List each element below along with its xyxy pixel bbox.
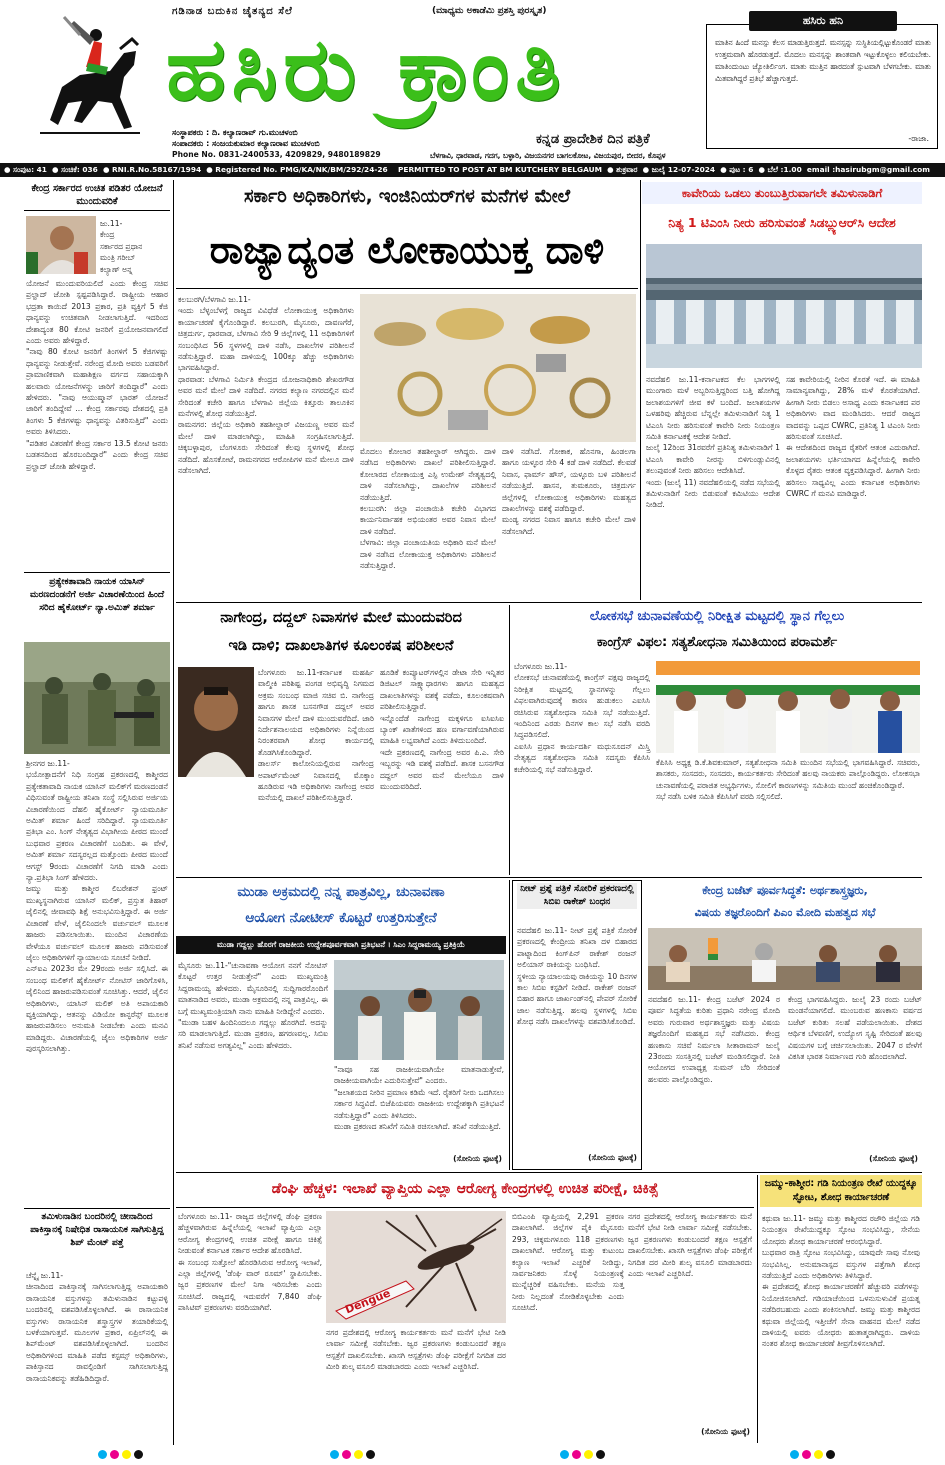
yellow-dot [584, 1450, 593, 1459]
kaveri-body-a: ನವದೆಹಲಿ ಜು.11-ಕರ್ನಾಟಕದ ಕೆಲ ಭಾಗಗಳಲ್ಲಿ ಮುಂಗಾರು ಮಳೆ ಅಬ್ಬರಿಸುತ್ತಿದ್ದರಿಂದ ಬತ್ತಿ ಹೋಗಿದ್ದ ಜಲಾಶಯಗಳಿಗೆ ಜೀವ ಕಳೆ ಬಂದಿದೆ. ಜಲಾಶಯಗಳ ಒಳಹರಿವು ಹೆಚ್ಚಿರುವ ಬೆನ್ನಲ್ಲೇ ತಮಿಳುನಾಡಿಗೆ ನಿತ್ಯ 1 ಟಿಎಂಸಿ ನೀರು ಹರಿಸುವಂತೆ ಕಾವೇರಿ ನೀರು ನಿಯಂತ್ರಣ ಸಮಿತಿ ಕರ್ನಾಟಕಕ್ಕೆ ಆದೇಶ ನೀಡಿದೆ. ಜುಲೈ 12ರಿಂದ 31ರವರೆಗೆ ಪ್ರತಿನಿತ್ಯ ತಮಿಳುನಾಡಿಗೆ 1 ಟಿಎಂಸಿ ಕಾವೇರಿ ನೀರನ್ನು ಬಿಳಿಗುಂಡ್ಲುವಿನಲ್ಲಿ ತಲುಪುವಂತೆ ನೀರು ಹರಿಸಲು ಆದೇಶಿಸಿದೆ. ಇಂದು (ಜುಲೈ 11) ನವದೆಹಲಿಯಲ್ಲಿ ನಡೆದ ಸಭೆಯಲ್ಲಿ ತಮಿಳುನಾಡಿಗೆ ನೀರು ಬಿಡುವಂತೆ ಕಮಿಟಿಯು ಆದೇಶ ನೀಡಿದೆ. [646, 375, 780, 510]
seized-jewellery-photo [360, 294, 636, 442]
left-column [24, 180, 170, 1442]
left-headline-2: ಪ್ರತ್ಯೇಕತಾವಾದಿ ನಾಯಕ ಯಾಸಿನ್ ಮರಣದಂಡನೆಗೆ ಅರ್ಜಿ ವಿಚಾರಣೆಯಿಂದ ಹಿಂದೆ ಸರಿದ ಹೈಕೋರ್ಟ್ ನ್ಯಾ.ಅಮಿತ್ ಶರ್ಮಾ [29, 577, 165, 613]
dengue-body-a: ಬೆಂಗಳೂರು ಜು.11- ರಾಜ್ಯದ ಜಿಲ್ಲೆಗಳಲ್ಲಿ ಡೆಂಘಿ ಪ್ರಕರಣ ಹೆಚ್ಚಳವಾಗಿರುವ ಹಿನ್ನೆಲೆಯಲ್ಲಿ ಇಲಾಖೆ ವ್ಯಾಪ್ತಿಯ ಎಲ್ಲಾ ಆರೋಗ್ಯ ಕೇಂದ್ರಗಳಲ್ಲಿ ಉಚಿತ ಪರೀಕ್ಷೆ ಹಾಗೂ ಚಿಕಿತ್ಸೆ ನೀಡುವಂತೆ ಕರ್ನಾಟಕ ಸರ್ಕಾರ ಆದೇಶ ಹೊರಡಿಸಿದೆ. ಈ ಸಂಬಂಧ ಸುತ್ತೋಲೆ ಹೊರಡಿಸಿರುವ ಆರೋಗ್ಯ ಇಲಾಖೆ, ಎಲ್ಲಾ ಜಿಲ್ಲೆಗಳಲ್ಲಿ 'ಡೆಂಘಿ ವಾರ್ ರೂಮ್' ಸ್ಥಾಪಿಸಬೇಕು. ಜ್ವರ ಪ್ರಕರಣಗಳ ಮೇಲೆ ನಿಗಾ ಇರಿಸಬೇಕು ಎಂದು ಸೂಚಿಸಿದೆ. ರಾಜ್ಯದಲ್ಲಿ ಇದುವರೆಗೆ 7,840 ಡೆಂಘಿ ಪಾಸಿಟಿವ್ ಪ್ರಕರಣಗಳು ವರದಿಯಾಗಿವೆ. [178, 1212, 322, 1313]
kaveri-kicker: ಕಾವೇರಿಯ ಒಡಲು ತುಂಬುತ್ತಿರುವಾಗಲೇ ತಮಿಳುನಾಡಿಗೆ [642, 182, 922, 204]
dengue-headline: ಡೆಂಘಿ ಹೆಚ್ಚಳ: ಇಲಾಖೆ ವ್ಯಾಪ್ತಿಯ ಎಲ್ಲಾ ಆರೋಗ್ಯ ಕೇಂದ್ರಗಳಲ್ಲಿ ಉಚಿತ ಪರೀಕ್ಷೆ, ಚಿಕಿತ್ಸೆ [271, 1181, 659, 1197]
dengue-body-c-2: ನಗರ ಪ್ರದೇಶದಲ್ಲಿ ಆರೋಗ್ಯ ಕಾರ್ಯಕರ್ತರು ಮನೆ ಮನೆಗೆ ಭೇಟಿ ನೀಡಿ ಲಾರ್ವಾ ಸಮೀಕ್ಷೆ ನಡೆಸಬೇಕು. ಜ್ವರ ಪ್ರಕರಣಗಳು ಕಂಡುಬಂದರೆ ತಕ್ಷಣ ಆಸ್ಪತ್ರೆಗೆ ದಾಖಲಿಸಬೇಕು. ಖಾಸಗಿ ಆಸ್ಪತ್ರೆಗಳು ಡೆಂಘಿ ಪರೀಕ್ಷೆಗೆ ನಿಗದಿತ ದರ ಮೀರಿ ಶುಲ್ಕ ವಸೂಲಿ ಮಾಡಬಾರದು ಎಂದು ಇಲಾಖೆ ಎಚ್ಚರಿಸಿದೆ. [628, 1212, 755, 1279]
award-note: (ಮಾಧ್ಯಮ ಅಕಾಡೆಮಿ ಪ್ರಶಸ್ತಿ ಪುರಸ್ಕೃತ) [432, 6, 547, 16]
rni-label: ● RNI.R.No.58167/1994 [102, 165, 202, 174]
quote-text: ಮಾತಿನ ಹಿಂದೆ ಮನಸ್ಸು ಕೆಲಸ ಮಾಡುತ್ತಿರುತ್ತದೆ. ಮನಸ್ಸನ್ನು ಸುಸ್ಥಿತಿಯಲ್ಲಿಟ್ಟುಕೊಂಡರೆ ಮಾತು ಉತ್ತಮವಾಗಿ ಹೊರಡುತ್ತದೆ. ಮೊದಲು ಮನಸ್ಸನ್ನು ಶಾಂತವಾಗಿ ಇಟ್ಟುಕೊಳ್ಳಲು ಕಲಿಯಬೇಕು. ಮಾತಿಂದುಂಟು ಜ್ಯೋತಿರ್ಲಿಂಗ. ಮಾತು ಮುತ್ತಿನ ಹಾರದಂತೆ ಸ್ಪುಟವಾಗಿ ಬೆಳಗಬೇಕು. ಮಾತು ಮಿತವಾಗಿದ್ದರೆ ಪ್ರತಿಭೆ ಹೆಚ್ಚಾಗುತ್ತದೆ. [715, 38, 931, 83]
pages-label: ● ಪುಟ : 6 [720, 165, 754, 174]
permit-label: PERMITTED TO POST AT BM KUTCHERY BELGAUM [397, 165, 602, 174]
kaveri-story [642, 180, 922, 600]
congress-headline-2: ಕಾಂಗ್ರೆಸ್ ವಿಫಲ: ಸತ್ಯಶೋಧನಾ ಸಮಿತಿಯಿಂದ ಪರಾಮರ್ಶೆ [596, 635, 838, 650]
masthead [0, 0, 945, 160]
yellow-dot [814, 1450, 823, 1459]
neet-credit: (ಸೋನಿಯ ಫುಟಕ್ಕೆ) [588, 1153, 637, 1162]
editor-line: ಸಂಪಾದಕರು : ಸಂಜಯಕುಮಾರ ಕಲ್ಯಾಣರಾವ ಮುಚಳಂಬಿ [172, 139, 320, 148]
left-body-1b: ಯೋಜನೆ ಮುಂದುವರಿಯಲಿದೆ ಎಂದು ಕೇಂದ್ರ ಸಚಿವ ಪ್ರಲ್ಹಾದ್ ಜೋಶಿ ಸ್ಪಷ್ಟಪಡಿಸಿದ್ದಾರೆ. ರಾಷ್ಟ್ರೀಯ ಆಹಾರ ಭದ್ರತಾ ಕಾಯಿದೆ 2013 ಪ್ರಕಾರ, ಪ್ರತಿ ವ್ಯಕ್ತಿಗೆ 5 ಕೆಜಿ ಧಾನ್ಯವನ್ನು ಉಚಿತವಾಗಿ ನೀಡಲಾಗುತ್ತಿದೆ. ಇದರಿಂದ ದೇಶಾದ್ಯಂತ 80 ಕೋಟಿ ಜನರಿಗೆ ಪ್ರಯೋಜನವಾಗಲಿದೆ ಎಂದು ಅವರು ಹೇಳಿದ್ದಾರೆ. "ನಾವು 80 ಕೋಟಿ ಜನರಿಗೆ ತಿಂಗಳಿಗೆ 5 ಕೆಜಿಗಳಷ್ಟು ಧಾನ್ಯವನ್ನು ನೀಡುತ್ತೇವೆ. ನರೇಂದ್ರ ಮೋದಿ ಅವರು ಬಡವರಿಗೆ ಪ್ರಾಮಾಣಿಕವಾಗಿ ಮಹಾಶಿಕ್ಷಣ ವರ್ಗದ ಸಹಾಯಕ್ಕಾಗಿ ಹಲವಾರು ಯೋಜನೆಗಳನ್ನು ಜಾರಿಗೆ ತಂದಿದ್ದಾರೆ" ಎಂದು ಹೇಳಿದರು. "ನಾವು ಆಯುಷ್ಮಾನ್ ಭಾರತ್ ಯೋಜನೆ ಜಾರಿಗೆ ತಂದಿದ್ದೇವೆ ... ಕೇಂದ್ರ ಸರ್ಕಾರವು ದೇಶದಲ್ಲಿ ಪ್ರತಿ ತಿಂಗಳು 5 ಕೆಜಿಗಳಷ್ಟು ಧಾನ್ಯವನ್ನು ವಿತರಿಸುತ್ತಿದೆ" ಎಂದು ಅವರು ತಿಳಿಸಿದರು. "ಪಡಿತರ ವಿತರಣೆಗೆ ಕೇಂದ್ರ ಸರ್ಕಾರ 13.5 ಕೋಟಿ ಜನರು ಬಡತನದಿಂದ ಹೊರಬಂದಿದ್ದಾರೆ" ಎಂದು ಕೇಂದ್ರ ಸಚಿವ ಪ್ರಲ್ಹಾದ್ ಜೋಶಿ ಹೇಳಿದ್ದಾರೆ. [26, 279, 168, 471]
yellow-dot [354, 1450, 363, 1459]
neet-body: ನವದೆಹಲಿ ಜು.11- ನೀಟ್ ಪ್ರಶ್ನೆ ಪತ್ರಿಕೆ ಸೋರಿಕೆ ಪ್ರಕರಣದಲ್ಲಿ ಕೇಂದ್ರೀಯ ತನಿಖಾ ದಳ ಬಿಹಾರದ ಪಾಟ್ನಾದಿಂದ ಕಿಂಗ್‌ಪಿನ್ ರಾಕೇಶ್ ರಂಜನ್ ಅಲಿಯಾಸ್ ರಾಕಿಯನ್ನು ಬಂಧಿಸಿದೆ. ಸ್ಥಳೀಯ ನ್ಯಾಯಾಲಯವು ರಾಕಿಯನ್ನು 10 ದಿನಗಳ ಕಾಲ ಸಿಬಿಐ ಕಸ್ಟಡಿಗೆ ನೀಡಿದೆ. ರಾಕೇಶ್ ರಂಜನ್ ಬಿಹಾರ ಹಾಗೂ ಜಾರ್ಖಂಡ್‌ನಲ್ಲಿ ಪೇಪರ್ ಸೋರಿಕೆ ಜಾಲ ನಡೆಸುತ್ತಿದ್ದ. ಹಲವು ಸ್ಥಳಗಳಲ್ಲಿ ಸಿಬಿಐ ಶೋಧ ನಡೆಸಿ ದಾಖಲೆಗಳನ್ನು ವಶಪಡಿಸಿಕೊಂಡಿದೆ. [517, 926, 637, 1027]
cyan-dot [98, 1450, 107, 1459]
dengue-photo-label: Dengue [343, 1286, 393, 1317]
black-dot [596, 1450, 605, 1459]
tagline: ಗಡಿನಾಡ ಬದುಕಿನ ಚೈತನ್ಯದ ಸೆಲೆ [172, 6, 293, 17]
neet-story [512, 880, 642, 1170]
neet-headline: ನೀಟ್ ಪ್ರಶ್ನೆ ಪತ್ರಿಕೆ ಸೋರಿಕೆ ಪ್ರಕರಣದಲ್ಲಿ ಸಿಬಿಐ ರಾಕೇಶ್ ಬಂಧನ [517, 883, 637, 909]
day-label: ● ಶುಕ್ರವಾರ [607, 165, 638, 174]
budget-headline-1: ಕೇಂದ್ರ ಬಜೆಟ್ ಪೂರ್ವಸಿದ್ಧತೆ: ಅರ್ಥಶಾಸ್ತ್ರಜ್ಞರು, [702, 884, 868, 897]
print-registration-marks [0, 1448, 945, 1462]
dam-photo [646, 244, 922, 368]
muda-headline-2: ಆಯೋಗ ನೋಟೀಸ್ ಕೊಟ್ಟರೆ ಉತ್ತರಿಸುತ್ತೇನೆ [245, 910, 437, 926]
issue-label: ● ಸಂಚಿಕೆ: 036 [52, 165, 98, 174]
section-rule [176, 1172, 922, 1173]
cyan-dot [790, 1450, 799, 1459]
left-headline-1: ಕೇಂದ್ರ ಸರ್ಕಾರದ ಉಚಿತ ಪಡಿತರ ಯೋಜನೆ ಮುಂದುವರಿಕೆ [31, 183, 163, 207]
budget-body-a: ನವದೆಹಲಿ ಜು.11- ಕೇಂದ್ರ ಬಜೆಟ್ 2024 ರ ಪೂರ್ವ ಸಿದ್ಧತೆಯ ಕುರಿತು ಪ್ರಧಾನಿ ನರೇಂದ್ರ ಮೋದಿ ಅವರು ಗುರುವಾರ ಅರ್ಥಶಾಸ್ತ್ರಜ್ಞರು ಮತ್ತು ವಿಷಯ ತಜ್ಞರೊಂದಿಗೆ ಮಹತ್ವದ ಸಭೆ ನಡೆಸಿದರು. ಕೇಂದ್ರ ಹಣಕಾಸು ಸಚಿವೆ ನಿರ್ಮಲಾ ಸೀತಾರಾಮನ್ ಜುಲೈ 23ರಂದು ಸಂಸತ್ತಿನಲ್ಲಿ ಬಜೆಟ್ ಮಂಡಿಸಲಿದ್ದಾರೆ. ನೀತಿ ಆಯೋಗದ ಉಪಾಧ್ಯಕ್ಷ ಸುಮನ್ ಬೆರಿ ಸೇರಿದಂತೆ ಹಲವರು ಪಾಲ್ಗೊಂಡಿದ್ದರು. [648, 995, 783, 1084]
soldiers-photo [24, 642, 170, 754]
founder-line: ಸಂಸ್ಥಾಪಕರು : ದಿ. ಕಲ್ಯಾಣರಾವ್ ಗು.ಮುಚಳಂಬಿ [172, 128, 298, 137]
reg-label: ● Registered No. PMG/KA/NK/BM/292/24-26 [206, 165, 388, 174]
nagendra-photo [178, 667, 254, 777]
cyan-dot [560, 1450, 569, 1459]
quote-box [706, 14, 938, 149]
divider [24, 210, 170, 211]
minister-photo [26, 216, 96, 274]
column-rule [173, 180, 174, 1445]
muda-subhead: ಮುಡಾ ಗದ್ದಲ್ಲು ಹೊರಗೆ ರಾಜಕೀಯ ಉದ್ದೇಶಪೂರ್ವಕವಾಗಿ ಪ್ರತಿಭಟನೆ । ಸಿಎಂ ಸಿದ್ದರಾಮಯ್ಯ ಪ್ರತಿಕ್ರಿಯೆ [176, 936, 506, 954]
paper-subtitle: ಕನ್ನಡ ಪ್ರಾದೇಶಿಕ ದಿನ ಪತ್ರಿಕೆ [536, 132, 650, 147]
black-dot [826, 1450, 835, 1459]
column-rule [509, 880, 510, 1170]
black-dot [366, 1450, 375, 1459]
nagendra-body-b: ಹೂಡಿಕೆ ಕಂಪ್ಯೂಟರ್‌ಗಳಲ್ಲಿನ ಡೇಟಾ ಸೇರಿ ಇನ್ನಿತರ ಡಿಜಿಟಲ್ ಸಾಕ್ಷ್ಯಾಧಾರಗಳು ಹಾಗೂ ಮಹತ್ವದ ದಾಖಲಾತಿಗಳನ್ನು ವಶಕ್ಕೆ ಪಡೆದು, ಕೂಲಂಕಷವಾಗಿ ಪರಿಶೀಲಿಸುತ್ತಿದ್ದಾರೆ. ಇನ್ನೊಂದೆಡೆ ನಾಗೇಂದ್ರ ಮಕ್ಕಳಿಗೂ ಐಸಿಐಸಿಐ ಬ್ಯಾಂಕ್ ಖಾತೆಗಳಿಂದ ಹಣ ವರ್ಗಾವಣೆಯಾಗಿರುವ ಮಾಹಿತಿ ಲಭ್ಯವಾಗಿದೆ ಎಂದು ತಿಳಿದುಬಂದಿದೆ. ಇದೇ ಪ್ರಕರಣದಲ್ಲಿ ನಾಗೇಂದ್ರ ಅವರ ಪಿ.ಎ. ಸೇರಿ ಇಬ್ಬರನ್ನು ಇಡಿ ವಶಕ್ಕೆ ಪಡೆದಿದೆ. ಶಾಸಕ ಬಸನಗೌಡ ದದ್ದಲ್ ಅವರ ಮನೆ ಮೇಲೆಯೂ ದಾಳಿ ಮುಂದುವರಿದಿದೆ. [380, 668, 504, 792]
budget-body-b: ಕೇಂದ್ರ ಭಾಗವಹಿಸಿದ್ದರು. ಜುಲೈ 23 ರಂದು ಬಜೆಟ್ ಮಂಡನೆಯಾಗಲಿದೆ. ಮುಂಬರುವ ಹಣಕಾಸು ವರ್ಷದ ಬಜೆಟ್ ಕುರಿತು ಸಲಹೆ ಪಡೆಯಲಾಯಿತು. ದೇಶದ ಆರ್ಥಿಕ ಬೆಳವಣಿಗೆ, ಉದ್ಯೋಗ ಸೃಷ್ಟಿ ಸೇರಿದಂತೆ ಹಲವು ವಿಷಯಗಳ ಬಗ್ಗೆ ಚರ್ಚಿಸಲಾಯಿತು. 2047 ರ ವೇಳೆಗೆ ವಿಕಸಿತ ಭಾರತ ನಿರ್ಮಾಣದ ಗುರಿ ಹೊಂದಲಾಗಿದೆ. [788, 995, 925, 1062]
nagendra-headline-1: ನಾಗೇಂದ್ರ, ದದ್ದಲ್ ನಿವಾಸಗಳ ಮೇಲೆ ಮುಂದುವರಿದ [220, 610, 462, 626]
cyan-dot [330, 1450, 339, 1459]
email-label: email :hasirubgm@gmail.com [806, 165, 930, 174]
jk-body: ಕಥುವಾ ಜು.11- ಜಮ್ಮು ಮತ್ತು ಕಾಶ್ಮೀರದ ರಜೌರಿ ಜಿಲ್ಲೆಯ ಗಡಿ ನಿಯಂತ್ರಣ ರೇಖೆಯುದ್ದಕ್ಕೂ ಸ್ಫೋಟ ಸಂಭವಿಸಿದ್ದು, ಸೇನೆಯ ಯೋಧರು ಶೋಧ ಕಾರ್ಯಾಚರಣೆ ಆರಂಭಿಸಿದ್ದಾರೆ. ಬುಧವಾರ ರಾತ್ರಿ ಸ್ಫೋಟ ಸಂಭವಿಸಿದ್ದು, ಯಾವುದೇ ಸಾವು ನೋವು ಸಂಭವಿಸಿಲ್ಲ. ಅನುಮಾನಾಸ್ಪದ ವಸ್ತುಗಳ ಪತ್ತೆಗಾಗಿ ಶೋಧ ನಡೆಯುತ್ತಿದೆ ಎಂದು ಅಧಿಕಾರಿಗಳು ತಿಳಿಸಿದ್ದಾರೆ. ಈ ಪ್ರದೇಶದಲ್ಲಿ ಶೋಧ ಕಾರ್ಯಾಚರಣೆಗೆ ಹೆಚ್ಚುವರಿ ಪಡೆಗಳನ್ನು ನಿಯೋಜಿಸಲಾಗಿದೆ. ಗಡಿಯಾಚೆಯಿಂದ ಒಳನುಸುಳುವಿಕೆ ಪ್ರಯತ್ನ ನಡೆದಿರಬಹುದು ಎಂದು ಶಂಕಿಸಲಾಗಿದೆ. ಜಮ್ಮು ಮತ್ತು ಕಾಶ್ಮೀರದ ಕಥುವಾ ಜಿಲ್ಲೆಯಲ್ಲಿ ಇತ್ತೀಚೆಗೆ ಸೇನಾ ವಾಹನದ ಮೇಲೆ ನಡೆದ ದಾಳಿಯಲ್ಲಿ ಐವರು ಯೋಧರು ಹುತಾತ್ಮರಾಗಿದ್ದರು. ದಾಳಿಯ ನಂತರ ಶೋಧ ಕಾರ್ಯಾಚರಣೆ ತೀವ್ರಗೊಳಿಸಲಾಗಿದೆ. [762, 1214, 920, 1349]
nagendra-body-a: ಬೆಂಗಳೂರು ಜು.11-ಕರ್ನಾಟಕ ಮಹರ್ಷಿ ವಾಲ್ಮೀಕಿ ಪರಿಶಿಷ್ಟ ಪಂಗಡ ಅಭಿವೃದ್ಧಿ ನಿಗಮದ ಅಕ್ರಮ ಸಂಬಂಧ ಮಾಜಿ ಸಚಿವ ಬಿ. ನಾಗೇಂದ್ರ ಹಾಗೂ ಶಾಸಕ ಬಸನಗೌಡ ದದ್ದಲ್ ಅವರ ನಿವಾಸಗಳ ಮೇಲೆ ದಾಳಿ ಮುಂದುವರೆದಿದೆ. ಜಾರಿ ನಿರ್ದೇಶನಾಲಯದ ಅಧಿಕಾರಿಗಳು ನಿನ್ನೆಯಿಂದ ನಿರಂತರವಾಗಿ ಶೋಧ ಕಾರ್ಯದಲ್ಲಿ ತೊಡಗಿಸಿಕೊಂಡಿದ್ದಾರೆ. ಡಾಲರ್ಸ್ ಕಾಲೋನಿಯಲ್ಲಿರುವ ನಾಗೇಂದ್ರ ಅಪಾರ್ಟ್‌ಮೆಂಟ್ ನಿವಾಸದಲ್ಲಿ ಮೊಕ್ಕಾಂ ಹೂಡಿರುವ ಇಡಿ ಅಧಿಕಾರಿಗಳು ನಾಗೇಂದ್ರ ಅವರ ಮನೆಯಲ್ಲಿ ದಾಖಲೆ ಪರಿಶೀಲಿಸುತ್ತಿದ್ದಾರೆ. [258, 668, 374, 803]
magenta-dot [572, 1450, 581, 1459]
quote-heading: ಹಸಿರು ಹನಿ [749, 11, 897, 31]
nagendra-story [176, 605, 506, 875]
divider [24, 1208, 170, 1209]
dengue-story [176, 1175, 754, 1443]
dengue-body-b: ಬಿಬಿಎಂಪಿ ವ್ಯಾಪ್ತಿಯಲ್ಲಿ 2,291 ಪ್ರಕರಣ ದಾಖಲಾಗಿವೆ. ಜಿಲ್ಲೆಗಳ ಪೈಕಿ ಮೈಸೂರು 293, ಚಿಕ್ಕಮಗಳೂರು 118 ಪ್ರಕರಣಗಳು ದಾಖಲಾಗಿವೆ. ಆರೋಗ್ಯ ಮತ್ತು ಕುಟುಂಬ ಕಲ್ಯಾಣ ಇಲಾಖೆ ಎಚ್ಚರಿಕೆ ನೀಡಿದ್ದು, ಸಾರ್ವಜನಿಕರು ಸೊಳ್ಳೆ ನಿಯಂತ್ರಣಕ್ಕೆ ಮುನ್ನೆಚ್ಚರಿಕೆ ವಹಿಸಬೇಕು. ಮನೆಯ ಸುತ್ತ ನೀರು ನಿಲ್ಲದಂತೆ ನೋಡಿಕೊಳ್ಳಬೇಕು ಎಂದು ಸೂಚಿಸಿದೆ. [512, 1212, 627, 1313]
left-body-3: ಚೆನ್ನೈ ಜು.11- ಚೀನಾದಿಂದ ಪಾಕಿಸ್ತಾನಕ್ಕೆ ಸಾಗಿಸಲಾಗುತ್ತಿದ್ದ ಅಪಾಯಕಾರಿ ರಾಸಾಯನಿಕ ವಸ್ತುಗಳನ್ನು ತಮಿಳುನಾಡಿನ ಕಟ್ಟುಪಳ್ಳಿ ಬಂದರಿನಲ್ಲಿ ವಶಪಡಿಸಿಕೊಳ್ಳಲಾಗಿದೆ. ಈ ರಾಸಾಯನಿಕ ವಸ್ತುಗಳು ರಾಸಾಯನಿಕ ಶಸ್ತ್ರಾಸ್ತ್ರಗಳ ತಯಾರಿಕೆಯಲ್ಲಿ ಬಳಕೆಯಾಗುತ್ತವೆ. ಮೂಲಗಳ ಪ್ರಕಾರ, ಏಪ್ರಿಲ್‌ನಲ್ಲಿ ಈ ಶಿಪ್‌ಮೆಂಟ್ ವಶಪಡಿಸಿಕೊಳ್ಳಲಾಗಿದೆ. ಬಂದರಿನ ಅಧಿಕಾರಿಗಳಿಂದ ಮಾಹಿತಿ ಪಡೆದ ಕಸ್ಟಮ್ಸ್ ಅಧಿಕಾರಿಗಳು, ಪಾಕಿಸ್ತಾನದ ರಾವಲ್ಪಿಂಡಿಗೆ ಸಾಗಿಸಲಾಗುತ್ತಿದ್ದ ರಾಸಾಯನಿಕವನ್ನು ತಡೆಹಿಡಿದಿದ್ದಾರೆ. [26, 1271, 169, 1383]
muda-body-a: ಮೈಸೂರು ಜು.11-"ಚುನಾವಣಾ ಆಯೋಗ ನನಗೆ ನೋಟಿಸ್ ಕೊಟ್ಟರೆ ಉತ್ತರ ನೀಡುತ್ತೇನೆ" ಎಂದು ಮುಖ್ಯಮಂತ್ರಿ ಸಿದ್ದರಾಮಯ್ಯ ಹೇಳಿದರು. ಮೈಸೂರಿನಲ್ಲಿ ಸುದ್ದಿಗಾರರೊಂದಿಗೆ ಮಾತನಾಡಿದ ಅವರು, ಮುಡಾ ಅಕ್ರಮದಲ್ಲಿ ನನ್ನ ಪಾತ್ರವಿಲ್ಲ. ಈ ಬಗ್ಗೆ ಮುಖ್ಯಮಂತ್ರಿಯಾಗಿ ನಾನು ಮಾಹಿತಿ ನೀಡಿದ್ದೇನೆ ಎಂದರು. "ಮುಡಾ ಬಹಳ ಹಿಂದಿನಿಂದಲೂ ಗದ್ದಲ್ಲು ಹೊರಗಿದೆ. ಅದನ್ನು ಸರಿ ಮಾಡಲಾಗುತ್ತಿದೆ. ಮುಡಾ ಪ್ರಕರಣ, ಹಗರಣವಲ್ಲ. ಸಿಬಿಐ ತನಿಖೆ ನಡೆಸುವ ಅಗತ್ಯವಿಲ್ಲ" ಎಂದು ಹೇಳಿದರು. [178, 961, 328, 1050]
muda-headline-1: ಮುಡಾ ಅಕ್ರಮದಲ್ಲಿ ನನ್ನ ಪಾತ್ರವಿಲ್ಲ, ಚುನಾವಣಾ [237, 884, 445, 900]
price-label: ● ಬೆಲೆ :1.00 [758, 165, 802, 174]
horse-rider-logo [20, 5, 160, 145]
magenta-dot [802, 1450, 811, 1459]
left-headline-3: ತಮಿಳುನಾಡಿನ ಬಂದರಿನಲ್ಲಿ ಚೀನಾದಿಂದ ಪಾಕಿಸ್ತಾನಕ್ಕೆ ನಿಷೇಧಿತ ರಾಸಾಯನಿಕ ಸಾಗಿಸುತ್ತಿದ್ದ ಶಿಪ್ ಮೆಂಟ್ ಪತ್ತೆ [30, 1212, 164, 1248]
congress-body-b: ಕೆಪಿಸಿಸಿ ಅಧ್ಯಕ್ಷ ಡಿ.ಕೆ.ಶಿವಕುಮಾರ್, ಸತ್ಯಶೋಧನಾ ಸಮಿತಿ ಮುಂದಿನ ಸಭೆಯಲ್ಲಿ ಭಾಗವಹಿಸಿದ್ದಾರೆ. ಸಚಿವರು, ಶಾಸಕರು, ಸಂಸದರು, ಸಂಸದರು, ಕಾರ್ಯಕರ್ತರು ಸೇರಿದಂತೆ ಹಲವು ನಾಯಕರು ಪಾಲ್ಗೊಂಡಿದ್ದರು. ಲೋಕಸಭಾ ಚುನಾವಣೆಯಲ್ಲಿ ಪರಾಜಿತ ಅಭ್ಯರ್ಥಿಗಳು, ಸೋಲಿಗೆ ಕಾರಣಗಳನ್ನು ಸಮಿತಿಯ ಮುಂದೆ ಹಂಚಿಕೊಂಡಿದ್ದಾರೆ. ಸಭೆ ನಡೆಸಿ ಬಳಿಕ ಸಮಿತಿ ಕೆಪಿಸಿಸಿಗೆ ವರದಿ ಸಲ್ಲಿಸಲಿದೆ. [656, 758, 920, 802]
section-rule [176, 602, 922, 603]
cities-line: ಬೆಳಗಾವಿ, ಧಾರವಾಡ, ಗದಗ, ಬಳ್ಳಾರಿ, ವಿಜಯನಗರ ಬಾಗಲಕೋಟ, ವಿಜಯಪುರ, ಬೀದರ, ಕೊಪ್ಪಳ [430, 151, 666, 160]
congress-headline-1: ಲೋಕಸಭೆ ಚುನಾವಣೆಯಲ್ಲಿ ನಿರೀಕ್ಷಿತ ಮಟ್ಟದಲ್ಲಿ ಸ್ಥಾನ ಗೆಲ್ಲಲು [589, 609, 845, 624]
congress-leaders-photo [656, 661, 920, 753]
kaveri-headline: ನಿತ್ಯ 1 ಟಿಎಂಸಿ ನೀರು ಹರಿಸುವಂತೆ ಸಿಡಬ್ಲ್ಯುಆರ್‌ಸಿ ಆದೇಶ [668, 215, 896, 230]
lokayukta-kicker: ಸರ್ಕಾರಿ ಅಧಿಕಾರಿಗಳು, ಇಂಜಿನಿಯರ್‌ಗಳ ಮನೆಗಳ ಮೇಲೆ [243, 186, 571, 207]
congress-body-a: ಬೆಂಗಳೂರು ಜು.11- ಲೋಕಸಭೆ ಚುನಾವಣೆಯಲ್ಲಿ ಕಾಂಗ್ರೆಸ್ ಪಕ್ಷವು ರಾಜ್ಯದಲ್ಲಿ ನಿರೀಕ್ಷಿತ ಮಟ್ಟದಲ್ಲಿ ಸ್ಥಾನಗಳನ್ನು ಗೆಲ್ಲಲು ವಿಫಲವಾಗಿರುವುದಕ್ಕೆ ಕಾರಣ ಹುಡುಕಲು ಎಐಸಿಸಿ ರಚಿಸಿರುವ ಸತ್ಯಶೋಧನಾ ಸಮಿತಿ ಸಭೆ ನಡೆಯುತ್ತಿದೆ. ಇಂದಿನಿಂದ ಎರಡು ದಿನಗಳ ಕಾಲ ಸಭೆ ನಡೆಸಿ ವರದಿ ಸಿದ್ಧಪಡಿಸಲಿದೆ. ಎಐಸಿಸಿ ಪ್ರಧಾನ ಕಾರ್ಯದರ್ಶಿ ಮಧುಸೂದನ್ ಮಿಸ್ತ್ರಿ ನೇತೃತ್ವದ ಸತ್ಯಶೋಧನಾ ಸಮಿತಿ ಸದಸ್ಯರು ಕೆಪಿಸಿಸಿ ಕಚೇರಿಯಲ್ಲಿ ಸಭೆ ನಡೆಸುತ್ತಿದ್ದಾರೆ. [514, 662, 650, 774]
cm-press-photo [334, 960, 504, 1060]
divider [176, 288, 638, 289]
magenta-dot [110, 1450, 119, 1459]
budget-credit: (ಸೋನಿಯ ಫುಟಕ್ಕೆ) [869, 1154, 918, 1163]
divider [176, 1207, 754, 1208]
dengue-body-c: ನಗರ ಪ್ರದೇಶದಲ್ಲಿ ಆರೋಗ್ಯ ಕಾರ್ಯಕರ್ತರು ಮನೆ ಮನೆಗೆ ಭೇಟಿ ನೀಡಿ ಲಾರ್ವಾ ಸಮೀಕ್ಷೆ ನಡೆಸಬೇಕು. ಜ್ವರ ಪ್ರಕರಣಗಳು ಕಂಡುಬಂದರೆ ತಕ್ಷಣ ಆಸ್ಪತ್ರೆಗೆ ದಾಖಲಿಸಬೇಕು. ಖಾಸಗಿ ಆಸ್ಪತ್ರೆಗಳು ಡೆಂಘಿ ಪರೀಕ್ಷೆಗೆ ನಿಗದಿತ ದರ ಮೀರಿ ಶುಲ್ಕ ವಸೂಲಿ ಮಾಡಬಾರದು ಎಂದು ಇಲಾಖೆ ಎಚ್ಚರಿಸಿದೆ. [326, 1328, 509, 1372]
lokayukta-body-c: ದಾಳಿ ನಡೆಸಿದೆ. ಗೋಕಾಕ, ಹೊನಗಾ, ಹಿಂಡಲಗಾ ಹಾಗೂ ಯಳ್ಳೂರ ಸೇರಿ 4 ಕಡೆ ದಾಳಿ ನಡೆದಿದೆ. ಕೆಲವಡೆ ನಿವಾಸ, ಫಾರ್ಮ್ ಹೌಸ್, ಯಳ್ಳೂರು ಬಳಿ ಪರಿಶೀಲನೆ ನಡೆಯುತ್ತಿದೆ. ಹಾಸನ, ತುಮಕೂರು, ಚಿತ್ರದುರ್ಗ ಜಿಲ್ಲೆಗಳಲ್ಲಿ ಲೋಕಾಯುಕ್ತ ಅಧಿಕಾರಿಗಳು ಮಹತ್ವದ ದಾಖಲೆಗಳನ್ನು ವಶಕ್ಕೆ ಪಡೆದಿದ್ದಾರೆ. ಮಂಡ್ಯ ನಗರದ ನಿವಾಸ ಹಾಗೂ ಕಚೇರಿ ಮೇಲೆ ದಾಳಿ ನಡೆಸಲಾಗಿದೆ. [502, 447, 636, 536]
lokayukta-headline: ರಾಜ್ಯಾದ್ಯಂತ ಲೋಕಾಯುಕ್ತ ದಾಳಿ [209, 228, 605, 272]
jk-story [760, 1175, 922, 1443]
yellow-dot [122, 1450, 131, 1459]
divider [24, 572, 170, 573]
column-rule [509, 605, 510, 875]
section-rule [176, 877, 922, 878]
column-rule [757, 1175, 758, 1443]
volume-label: ● ಸಂಪುಟ: 41 [4, 165, 47, 174]
newspaper-title: ಹಸಿರು ಕ್ರಾಂತಿ [166, 20, 567, 120]
muda-story [176, 880, 506, 1170]
left-body-2: ಶ್ರೀನಗರ ಜು.11- ಭಯೋತ್ಪಾದನೆಗೆ ನಿಧಿ ಸಂಗ್ರಹ ಪ್ರಕರಣದಲ್ಲಿ ಕಾಶ್ಮೀರದ ಪ್ರತ್ಯೇಕತಾವಾದಿ ನಾಯಕ ಯಾಸಿನ್ ಮಲಿಕ್‌ಗೆ ಮರಣದಂಡನೆ ವಿಧಿಸುವಂತೆ ರಾಷ್ಟ್ರೀಯ ತನಿಖಾ ಸಂಸ್ಥೆ ಸಲ್ಲಿಸಿರುವ ಅರ್ಜಿಯ ವಿಚಾರಣೆಯಿಂದ ದೆಹಲಿ ಹೈಕೋರ್ಟ್ ನ್ಯಾಯಮೂರ್ತಿ ಅಮಿತ್ ಶರ್ಮಾ ಹಿಂದೆ ಸರಿದಿದ್ದಾರೆ. ನ್ಯಾಯಮೂರ್ತಿ ಪ್ರತಿಭಾ ಎಂ. ಸಿಂಗ್ ನೇತೃತ್ವದ ವಿಭಾಗೀಯ ಪೀಠದ ಮುಂದೆ ಬುಧವಾರ ಪ್ರಕರಣ ವಿಚಾರಣೆಗೆ ಬಂದಿತು. ಈ ವೇಳೆ, ಅಮಿತ್ ಶರ್ಮಾ ಸದಸ್ಯರಲ್ಲದ ಮತ್ತೊಂದು ಪೀಠದ ಮುಂದೆ ಆಗಸ್ಟ್ 9ರಂದು ವಿಚಾರಣೆಗೆ ನಿಗದಿ ಮಾಡಿ ಎಂದು ನ್ಯಾ.ಪ್ರತಿಭಾ ಸಿಂಗ್ ಹೇಳಿದರು. ಜಮ್ಮು ಮತ್ತು ಕಾಶ್ಮೀರ ಲಿಬರೇಶನ್ ಫ್ರಂಟ್ ಮುಖ್ಯಸ್ಥನಾಗಿರುವ ಯಾಸಿನ್ ಮಲಿಕ್, ಪ್ರಸ್ತುತ ತಿಹಾರ್ ಜೈಲಿನಲ್ಲಿ ಜೀವಾವಧಿ ಶಿಕ್ಷೆ ಅನುಭವಿಸುತ್ತಿದ್ದಾರೆ. ಈ ಅರ್ಜಿ ವಿಚಾರಣೆ ವೇಳೆ, ಜೈಲಿನಿಂದಲೇ ವರ್ಚುವಲ್ ಮೂಲಕ ಹಾಜರು ಪಡಿಸಲಾಯಿತು. ಮುಂದಿನ ವಿಚಾರಣೆಯ ವೇಳೆಯೂ ವರ್ಚುವಲ್ ಮೂಲಕ ಹಾಜರು ಪಡಿಸುವಂತೆ ಜೈಲು ಅಧಿಕಾರಿಗಳಿಗೆ ನ್ಯಾಯಾಲಯ ಸೂಚನೆ ನೀಡಿದೆ. ಎನ್ಐಎ 2023ರ ಮೇ 29ರಂದು ಅರ್ಜಿ ಸಲ್ಲಿಸಿದೆ. ಈ ಸಂಬಂಧ ಮಲಿಕ್‌ಗೆ ಹೈಕೋರ್ಟ್ ನೋಟಿಸ್ ಜಾರಿಗೊಳಿಸಿ, ಜೈಲಿನಿಂದ ಹಾಜರುಪಡಿಸುವಂತೆ ಸೂಚಿಸಿತ್ತು. ಆದರೆ, ಜೈಲಿನ ಅಧಿಕಾರಿಗಳು, ಯಾಸಿನ್ ಮಲಿಕ್ ಅತಿ ಅಪಾಯಕಾರಿ ವ್ಯಕ್ತಿಯಾಗಿದ್ದು, ಆತನನ್ನು ವಿಡಿಯೋ ಕಾನ್ಫರೆನ್ಸ್ ಮೂಲಕ ಹಾಜರುಪಡಿಸಲು ಅನುಮತಿ ನೀಡಬೇಕು ಎಂದು ಮನವಿ ಮಾಡಿದ್ದರು. ವಿಚಾರಣೆಯಲ್ಲಿ ಜೈಲು ಅಧಿಕಾರಿಗಳ ಅರ್ಜಿ ಪುರಸ್ಕರಿಸಲಾಗಿತ್ತು. [26, 759, 168, 1054]
left-body-1a: ಜು.11- ಕೇಂದ್ರ ಸರ್ಕಾರದ ಪ್ರಧಾನ ಮಂತ್ರಿ ಗರೀಬ್ ಕಲ್ಯಾಣ್ ಅನ್ನ [100, 219, 143, 274]
muda-credit: (ಸೋನಿಯ ಫುಟಕ್ಕೆ) [453, 1154, 502, 1163]
lokayukta-story [176, 180, 638, 600]
jk-headline: ಜಮ್ಮು-ಕಾಶ್ಮೀರ: ಗಡಿ ನಿಯಂತ್ರಣ ರೇಖೆ ಯುದ್ದಕ್ಕೂ ಸ್ಫೋಟ, ಶೋಧ ಕಾರ್ಯಾಚರಣೆ [760, 1175, 922, 1207]
kaveri-body-b: ಸಹ ಕಾವೇರಿಯಲ್ಲಿ ನೀರಿನ ಕೊರತೆ ಇದೆ. ಈ ಮಾಹಿತಿ ಸಾಮಾನ್ಯವಾಗಿದ್ದು, 28% ಮಳೆ ಕೊರತೆಯಾಗಿದೆ. ಹೀಗಾಗಿ ನೀರು ಬಿಡಲು ಅಸಾಧ್ಯ ಎಂದು ಕರ್ನಾಟಕದ ಪರ ಅಧಿಕಾರಿಗಳು ವಾದ ಮಂಡಿಸಿದರು. ಆದರೆ ರಾಜ್ಯದ ವಾದವನ್ನು ಒಪ್ಪದ CWRC, ಪ್ರತಿನಿತ್ಯ 1 ಟಿಎಂಸಿ ನೀರು ಹರಿಸುವಂತೆ ಸೂಚಿಸಿದೆ. ಈ ಆದೇಶದಿಂದ ರಾಜ್ಯದ ರೈತರಿಗೆ ಆತಂಕ ಎದುರಾಗಿದೆ. ಜಲಾಶಯಗಳು ಭರ್ತಿಯಾಗದ ಹಿನ್ನೆಲೆಯಲ್ಲಿ ಕಾವೇರಿ ಕೊಳ್ಳದ ರೈತರು ಆತಂಕ ವ್ಯಕ್ತಪಡಿಸಿದ್ದಾರೆ. ಹೀಗಾಗಿ ನೀರು ಹರಿಸಲು ಸಾಧ್ಯವಿಲ್ಲ ಎಂದು ಕರ್ನಾಟಕ ಅಧಿಕಾರಿಗಳು CWRC ಗೆ ಮನವಿ ಮಾಡಿದ್ದಾರೆ. [786, 375, 920, 499]
date-label: ● ಜುಲೈ 12-07-2024 [642, 165, 716, 174]
quote-author: -ರಾಜಾ. [908, 134, 929, 143]
muda-body-b: "ನಾವೂ ಸಹ ರಾಜಕೀಯವಾಗಿಯೇ ಮಾತನಾಡುತ್ತೇವೆ, ರಾಜಕೀಯವಾಗಿಯೇ ಎದುರಿಸುತ್ತೇವೆ" ಎಂದರು. "ಜಲಾಶಯದ ನೀರಿನ ಪ್ರಮಾಣ ಕಡಿಮೆ ಇದೆ. ರೈತರಿಗೆ ನೀರು ಒದಗಿಸಲು ಸರ್ಕಾರ ಸಿದ್ಧವಿದೆ. ಬಿಜೆಪಿಯವರು ರಾಜಕೀಯ ಉದ್ದೇಶಕ್ಕಾಗಿ ಪ್ರತಿಭಟನೆ ನಡೆಸುತ್ತಿದ್ದಾರೆ" ಎಂದು ತಿಳಿಸಿದರು. ಮುಡಾ ಪ್ರಕರಣದ ತನಿಖೆಗೆ ಸಮಿತಿ ರಚಿಸಲಾಗಿದೆ. ತನಿಖೆ ನಡೆಯುತ್ತಿದೆ. [334, 1065, 504, 1132]
lokayukta-body-b: ಮೊದಲು ಕೋಲಾರ ತಹಶೀಲ್ದಾರ್ ಆಗಿದ್ದರು. ದಾಳಿ ನಡೆಸಿದ ಅಧಿಕಾರಿಗಳು ದಾಖಲೆ ಪರಿಶೀಲಿಸುತ್ತಿದ್ದಾರೆ. ಕೋಲಾರದ ಲೋಕಾಯುಕ್ತ ಎಸ್ಪಿ ಉಮೇಶ್ ನೇತೃತ್ವದಲ್ಲಿ ದಾಳಿ ನಡೆಸಲಾಗಿದ್ದು, ದಾಖಲೆಗಳ ಪರಿಶೀಲನೆ ನಡೆಯುತ್ತಿದೆ. ಕಲಬುರಗಿ: ಜಿಲ್ಲಾ ಪಂಚಾಯಿತಿ ಕಚೇರಿ ವಿಭಾಗದ ಕಾರ್ಯನಿರ್ವಾಹಕ ಅಭಿಯಂತರ ಅವರ ನಿವಾಸ ಮೇಲೆ ದಾಳಿ ನಡೆದಿದೆ. ಬೆಳಗಾವಿ: ಜಿಲ್ಲಾ ಪಂಚಾಯತಿಯ ಅಧಿಕಾರಿ ಮನೆ ಮೇಲೆ ದಾಳಿ ನಡೆಸಿದ ಲೋಕಾಯುಕ್ತ ಅಧಿಕಾರಿಗಳು ಪರಿಶೀಲನೆ ನಡೆಸುತ್ತಿದ್ದಾರೆ. [360, 447, 496, 571]
registration-bar [0, 163, 945, 177]
magenta-dot [342, 1450, 351, 1459]
phone-line: Phone No. 0831-2400533, 4209829, 9480189829 [172, 150, 381, 159]
dengue-credit: (ಸೋನಿಯ ಫುಟಕ್ಕೆ) [701, 1427, 750, 1436]
congress-story [512, 605, 922, 875]
column-rule [640, 180, 641, 600]
dengue-photo [326, 1211, 506, 1323]
black-dot [134, 1450, 143, 1459]
budget-meeting-photo [648, 928, 922, 990]
budget-story [648, 880, 925, 1170]
nagendra-headline-2: ಇಡಿ ದಾಳಿ; ದಾಖಲಾತಿಗಳ ಕೂಲಂಕಷ ಪರಿಶೀಲನೆ [228, 638, 454, 654]
lokayukta-body-a: ಕಲಬುರಗಿ/ಬೆಳಗಾವಿ ಜು.11- ಇಂದು ಬೆಳ್ಳಂಬೆಳಗ್ಗೆ ರಾಜ್ಯದ ವಿವಿಧೆಡೆ ಲೋಕಾಯುಕ್ತ ಅಧಿಕಾರಿಗಳು ಕಾರ್ಯಾಚರಣೆ ಕೈಗೊಂಡಿದ್ದಾರೆ. ಕಲಬುರಗಿ, ಮೈಸೂರು, ದಾವಣಗೆರೆ, ಚಿತ್ರದುರ್ಗ, ಧಾರವಾಡ, ಬೆಳಗಾವಿ ಸೇರಿ 9 ಜಿಲ್ಲೆಗಳಲ್ಲಿ 11 ಅಧಿಕಾರಿಗಳಿಗೆ ಸಂಬಂಧಿಸಿದ 56 ಸ್ಥಳಗಳಲ್ಲಿ ದಾಳಿ ನಡೆಸಿ, ದಾಖಲೆಗಳ ಪರಿಶೀಲನೆ ನಡೆಸುತ್ತಿದ್ದಾರೆ. ಮಹಾ ದಾಳಿಯಲ್ಲಿ 100ಕ್ಕೂ ಹೆಚ್ಚು ಅಧಿಕಾರಿಗಳು ಭಾಗವಹಿಸಿದ್ದಾರೆ. ಧಾರವಾಡ: ಬೆಳಗಾವಿ ನಿರ್ಮಿತಿ ಕೇಂದ್ರದ ಯೋಜನಾಧಿಕಾರಿ ಶೇಖರಗೌಡ ಅವರ ಮನೆ ಮೇಲೆ ದಾಳಿ ನಡೆದಿದೆ. ನಗರದ ಕಲ್ಯಾಣ ನಗರದಲ್ಲಿನ ಮನೆ ಸೇರಿದಂತೆ ಕಚೇರಿ ಹಾಗೂ ಬೆಳಗಾವಿ ಜಿಲ್ಲೆಯ ಕಿತ್ತೂರು ತಾಲೂಕಿನ ಮನೆಗಳಲ್ಲಿ ಶೋಧ ನಡೆಯುತ್ತಿದೆ. ರಾಮನಗರ: ಜಿಲ್ಲೆಯ ಅಧಿಕಾರಿ ತಹಶೀಲ್ದಾರ್ ವಿಜಯಣ್ಣ ಅವರ ಮನೆ ಮೇಲೆ ದಾಳಿ ಮಾಡಲಾಗಿದ್ದು, ಮಾಹಿತಿ ಸಂಗ್ರಹಿಸಲಾಗುತ್ತಿದೆ. ಚಿಕ್ಕಬಳ್ಳಾಪುರ, ಬೆಂಗಳೂರು ಸೇರಿದಂತೆ ಕೆಲವು ಸ್ಥಳಗಳಲ್ಲಿ ಶೋಧ ನಡೆದಿದೆ. ಹೊಸಕೋಟೆ, ರಾಮನಗರದ ಆರೋಪಿಗಳ ಮನೆ ಮೇಲೂ ದಾಳಿ ನಡೆಸಲಾಗಿದೆ. [178, 295, 354, 476]
budget-headline-2: ವಿಷಯ ತಜ್ಞರೊಂದಿಗೆ ಪಿಎಂ ಮೋದಿ ಮಹತ್ವದ ಸಭೆ [694, 906, 876, 919]
